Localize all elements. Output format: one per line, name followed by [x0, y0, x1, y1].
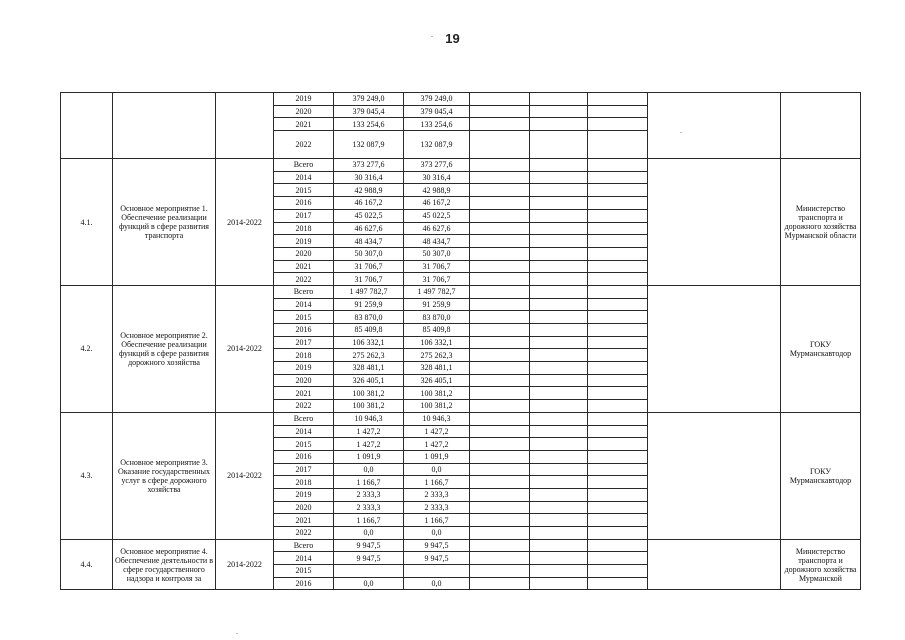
funding-col-4-cell [530, 171, 588, 184]
total-amount-cell: 0,0 [334, 527, 404, 540]
funding-col-5-cell [588, 552, 648, 565]
funding-col-3-cell [470, 131, 530, 159]
funding-col-3-cell [470, 374, 530, 387]
funding-col-5-cell [588, 488, 648, 501]
funding-col-5-cell [588, 273, 648, 286]
funding-col-3-cell [470, 298, 530, 311]
total-amount-cell: 373 277,6 [334, 159, 404, 172]
year-cell: 2022 [274, 400, 334, 413]
year-cell: 2022 [274, 273, 334, 286]
regional-budget-cell: 1 166,7 [404, 514, 470, 527]
funding-col-3-cell [470, 539, 530, 552]
funding-col-3-cell [470, 285, 530, 298]
funding-col-4-cell [530, 412, 588, 425]
year-cell: 2021 [274, 260, 334, 273]
funding-col-4-cell [530, 298, 588, 311]
funding-col-5-cell [588, 118, 648, 131]
regional-budget-cell: 2 333,3 [404, 501, 470, 514]
funding-col-3-cell [470, 324, 530, 337]
total-amount-cell: 100 381,2 [334, 387, 404, 400]
total-amount-cell: 1 427,2 [334, 425, 404, 438]
funding-col-4-cell [530, 400, 588, 413]
year-cell: 2017 [274, 209, 334, 222]
funding-col-3-cell [470, 336, 530, 349]
regional-budget-cell: 9 947,5 [404, 552, 470, 565]
total-amount-cell: 2 333,3 [334, 501, 404, 514]
regional-budget-cell: 85 409,8 [404, 324, 470, 337]
funding-col-4-cell [530, 374, 588, 387]
total-amount-cell: 326 405,1 [334, 374, 404, 387]
total-amount-cell: 9 947,5 [334, 552, 404, 565]
year-cell: 2016 [274, 577, 334, 590]
funding-col-4-cell [530, 349, 588, 362]
funding-col-5-cell [588, 285, 648, 298]
regional-budget-cell: 42 988,9 [404, 184, 470, 197]
funding-col-3-cell [470, 565, 530, 578]
year-cell: 2017 [274, 336, 334, 349]
total-amount-cell: 133 254,6 [334, 118, 404, 131]
executor-cell: ГОКУ Мурманскавтодор [781, 412, 861, 539]
funding-col-4-cell [530, 131, 588, 159]
funding-col-4-cell [530, 387, 588, 400]
funding-col-3-cell [470, 476, 530, 489]
regional-budget-cell: 132 087,9 [404, 131, 470, 159]
funding-col-4-cell [530, 324, 588, 337]
funding-col-3-cell [470, 527, 530, 540]
funding-col-3-cell [470, 362, 530, 375]
total-amount-cell: 1 427,2 [334, 438, 404, 451]
funding-col-4-cell [530, 222, 588, 235]
indicator-cell [648, 93, 781, 159]
year-cell: 2018 [274, 476, 334, 489]
funding-col-5-cell [588, 131, 648, 159]
regional-budget-cell: 133 254,6 [404, 118, 470, 131]
regional-budget-cell: 379 249,0 [404, 93, 470, 106]
regional-budget-cell [404, 565, 470, 578]
funding-col-5-cell [588, 438, 648, 451]
year-cell: 2015 [274, 565, 334, 578]
funding-col-5-cell [588, 362, 648, 375]
year-cell: 2018 [274, 222, 334, 235]
funding-col-4-cell [530, 273, 588, 286]
year-cell: 2020 [274, 374, 334, 387]
funding-col-4-cell [530, 336, 588, 349]
total-amount-cell: 31 706,7 [334, 260, 404, 273]
funding-col-4-cell [530, 527, 588, 540]
item-number-cell: 4.4. [61, 539, 113, 590]
regional-budget-cell: 1 166,7 [404, 476, 470, 489]
activity-name-cell [113, 93, 216, 159]
activity-name-cell: Основное мероприятие 3. Оказание государственных услуг в сфере дорожного хозяйства [113, 412, 216, 539]
total-amount-cell: 10 946,3 [334, 412, 404, 425]
period-cell: 2014-2022 [216, 412, 274, 539]
total-amount-cell: 379 045,4 [334, 105, 404, 118]
year-cell: 2014 [274, 552, 334, 565]
total-amount-cell: 83 870,0 [334, 311, 404, 324]
table-row [61, 93, 861, 106]
funding-col-5-cell [588, 298, 648, 311]
total-amount-cell: 328 481,1 [334, 362, 404, 375]
regional-budget-cell: 0,0 [404, 463, 470, 476]
total-amount-cell: 1 166,7 [334, 514, 404, 527]
year-cell: 2014 [274, 298, 334, 311]
scan-speck [431, 36, 433, 37]
total-amount-cell: 30 316,4 [334, 171, 404, 184]
funding-col-5-cell [588, 501, 648, 514]
table-body [61, 93, 861, 590]
executor-cell: ГОКУ Мурманскавтодор [781, 285, 861, 412]
funding-col-4-cell [530, 118, 588, 131]
total-amount-cell: 31 706,7 [334, 273, 404, 286]
funding-col-5-cell [588, 412, 648, 425]
funding-col-5-cell [588, 93, 648, 106]
total-amount-cell: 106 332,1 [334, 336, 404, 349]
year-cell: 2014 [274, 171, 334, 184]
regional-budget-cell: 275 262,3 [404, 349, 470, 362]
funding-col-5-cell [588, 159, 648, 172]
funding-col-3-cell [470, 577, 530, 590]
year-cell: 2020 [274, 247, 334, 260]
regional-budget-cell: 91 259,9 [404, 298, 470, 311]
year-cell: 2016 [274, 197, 334, 210]
period-cell: 2014-2022 [216, 539, 274, 590]
year-cell: 2015 [274, 311, 334, 324]
total-amount-cell: 85 409,8 [334, 324, 404, 337]
funding-col-4-cell [530, 425, 588, 438]
funding-col-5-cell [588, 463, 648, 476]
regional-budget-cell: 83 870,0 [404, 311, 470, 324]
funding-col-4-cell [530, 565, 588, 578]
funding-col-3-cell [470, 171, 530, 184]
funding-col-4-cell [530, 311, 588, 324]
funding-col-5-cell [588, 400, 648, 413]
funding-col-3-cell [470, 222, 530, 235]
total-amount-cell: 1 497 782,7 [334, 285, 404, 298]
period-cell [216, 93, 274, 159]
regional-budget-cell: 48 434,7 [404, 235, 470, 248]
funding-col-5-cell [588, 476, 648, 489]
item-number-cell [61, 93, 113, 159]
total-amount-cell: 42 988,9 [334, 184, 404, 197]
activity-name-cell: Основное мероприятие 2. Обеспечение реализации функций в сфере развития дорожного хозяйства [113, 285, 216, 412]
year-cell: 2018 [274, 349, 334, 362]
funding-col-4-cell [530, 450, 588, 463]
funding-col-5-cell [588, 577, 648, 590]
funding-col-3-cell [470, 501, 530, 514]
funding-col-3-cell [470, 412, 530, 425]
funding-col-4-cell [530, 159, 588, 172]
regional-budget-cell: 326 405,1 [404, 374, 470, 387]
year-cell: 2019 [274, 93, 334, 106]
scan-speck [236, 633, 238, 634]
funding-col-5-cell [588, 311, 648, 324]
funding-col-5-cell [588, 387, 648, 400]
year-cell: 2020 [274, 501, 334, 514]
funding-col-5-cell [588, 539, 648, 552]
period-cell: 2014-2022 [216, 159, 274, 286]
regional-budget-cell: 30 316,4 [404, 171, 470, 184]
executor-cell [781, 93, 861, 159]
regional-budget-cell: 31 706,7 [404, 273, 470, 286]
funding-col-4-cell [530, 476, 588, 489]
total-amount-cell: 2 333,3 [334, 488, 404, 501]
item-number-cell: 4.1. [61, 159, 113, 286]
funding-col-5-cell [588, 171, 648, 184]
funding-col-3-cell [470, 438, 530, 451]
funding-col-3-cell [470, 488, 530, 501]
regional-budget-cell: 50 307,0 [404, 247, 470, 260]
funding-col-3-cell [470, 400, 530, 413]
funding-col-3-cell [470, 118, 530, 131]
regional-budget-cell: 10 946,3 [404, 412, 470, 425]
funding-col-3-cell [470, 159, 530, 172]
year-cell: 2019 [274, 362, 334, 375]
funding-col-4-cell [530, 539, 588, 552]
funding-col-5-cell [588, 260, 648, 273]
regional-budget-cell: 1 091,9 [404, 450, 470, 463]
year-cell: 2021 [274, 118, 334, 131]
funding-col-5-cell [588, 324, 648, 337]
table-row [61, 285, 861, 298]
funding-col-4-cell [530, 184, 588, 197]
year-cell: 2021 [274, 387, 334, 400]
total-amount-cell: 46 167,2 [334, 197, 404, 210]
funding-col-3-cell [470, 105, 530, 118]
total-amount-cell: 132 087,9 [334, 131, 404, 159]
year-cell: 2016 [274, 324, 334, 337]
year-cell: 2022 [274, 527, 334, 540]
funding-col-5-cell [588, 235, 648, 248]
total-amount-cell: 91 259,9 [334, 298, 404, 311]
funding-col-5-cell [588, 514, 648, 527]
total-amount-cell: 0,0 [334, 577, 404, 590]
total-amount-cell: 9 947,5 [334, 539, 404, 552]
table-row [61, 539, 861, 552]
funding-col-3-cell [470, 209, 530, 222]
total-amount-cell: 45 022,5 [334, 209, 404, 222]
funding-col-5-cell [588, 425, 648, 438]
regional-budget-cell: 100 381,2 [404, 400, 470, 413]
funding-col-4-cell [530, 247, 588, 260]
funding-col-4-cell [530, 488, 588, 501]
funding-col-3-cell [470, 425, 530, 438]
funding-col-3-cell [470, 235, 530, 248]
regional-budget-cell: 1 497 782,7 [404, 285, 470, 298]
year-cell: 2017 [274, 463, 334, 476]
regional-budget-cell: 373 277,6 [404, 159, 470, 172]
funding-col-3-cell [470, 93, 530, 106]
total-amount-cell: 46 627,6 [334, 222, 404, 235]
indicator-cell [648, 412, 781, 539]
regional-budget-cell: 46 627,6 [404, 222, 470, 235]
funding-col-5-cell [588, 184, 648, 197]
funding-col-3-cell [470, 450, 530, 463]
year-cell: Всего [274, 412, 334, 425]
executor-cell: Министерство транспорта и дорожного хозяйства Мурманской [781, 539, 861, 590]
funding-col-4-cell [530, 552, 588, 565]
total-amount-cell: 48 434,7 [334, 235, 404, 248]
funding-col-4-cell [530, 285, 588, 298]
year-cell: 2016 [274, 450, 334, 463]
funding-col-3-cell [470, 184, 530, 197]
funding-col-3-cell [470, 387, 530, 400]
funding-col-4-cell [530, 577, 588, 590]
regional-budget-cell: 328 481,1 [404, 362, 470, 375]
table-row [61, 159, 861, 172]
funding-col-4-cell [530, 209, 588, 222]
total-amount-cell: 1 091,9 [334, 450, 404, 463]
year-cell: 2014 [274, 425, 334, 438]
total-amount-cell: 275 262,3 [334, 349, 404, 362]
year-cell: 2015 [274, 438, 334, 451]
total-amount-cell: 50 307,0 [334, 247, 404, 260]
funding-col-3-cell [470, 260, 530, 273]
total-amount-cell: 379 249,0 [334, 93, 404, 106]
year-cell: Всего [274, 285, 334, 298]
funding-col-3-cell [470, 311, 530, 324]
funding-col-5-cell [588, 374, 648, 387]
total-amount-cell [334, 565, 404, 578]
funding-col-5-cell [588, 209, 648, 222]
year-cell: Всего [274, 539, 334, 552]
funding-col-3-cell [470, 463, 530, 476]
regional-budget-cell: 0,0 [404, 577, 470, 590]
regional-budget-cell: 106 332,1 [404, 336, 470, 349]
funding-col-4-cell [530, 514, 588, 527]
year-cell: 2015 [274, 184, 334, 197]
funding-col-4-cell [530, 362, 588, 375]
funding-col-4-cell [530, 235, 588, 248]
funding-col-4-cell [530, 197, 588, 210]
funding-col-3-cell [470, 349, 530, 362]
year-cell: 2021 [274, 514, 334, 527]
activity-name-cell: Основное мероприятие 4. Обеспечение деятельности в сфере государственного надзора и контроля за [113, 539, 216, 590]
funding-col-5-cell [588, 336, 648, 349]
period-cell: 2014-2022 [216, 285, 274, 412]
funding-col-5-cell [588, 247, 648, 260]
funding-col-3-cell [470, 552, 530, 565]
funding-col-3-cell [470, 273, 530, 286]
program-funding-table [60, 92, 861, 590]
indicator-cell [648, 159, 781, 286]
indicator-cell [648, 539, 781, 590]
regional-budget-cell: 379 045,4 [404, 105, 470, 118]
item-number-cell: 4.3. [61, 412, 113, 539]
funding-col-3-cell [470, 247, 530, 260]
regional-budget-cell: 2 333,3 [404, 488, 470, 501]
executor-cell: Министерство транспорта и дорожного хозяйства Мурманской области [781, 159, 861, 286]
regional-budget-cell: 0,0 [404, 527, 470, 540]
total-amount-cell: 100 381,2 [334, 400, 404, 413]
funding-col-4-cell [530, 105, 588, 118]
page-number: 19 [445, 31, 460, 46]
funding-col-5-cell [588, 197, 648, 210]
total-amount-cell: 1 166,7 [334, 476, 404, 489]
funding-col-5-cell [588, 565, 648, 578]
funding-col-5-cell [588, 222, 648, 235]
funding-col-5-cell [588, 349, 648, 362]
total-amount-cell: 0,0 [334, 463, 404, 476]
table-row [61, 412, 861, 425]
year-cell: 2019 [274, 488, 334, 501]
regional-budget-cell: 1 427,2 [404, 425, 470, 438]
funding-col-4-cell [530, 93, 588, 106]
regional-budget-cell: 31 706,7 [404, 260, 470, 273]
year-cell: 2020 [274, 105, 334, 118]
funding-col-5-cell [588, 105, 648, 118]
regional-budget-cell: 45 022,5 [404, 209, 470, 222]
funding-col-4-cell [530, 463, 588, 476]
regional-budget-cell: 100 381,2 [404, 387, 470, 400]
funding-col-4-cell [530, 438, 588, 451]
indicator-cell [648, 285, 781, 412]
funding-col-5-cell [588, 450, 648, 463]
year-cell: Всего [274, 159, 334, 172]
regional-budget-cell: 46 167,2 [404, 197, 470, 210]
item-number-cell: 4.2. [61, 285, 113, 412]
funding-col-3-cell [470, 514, 530, 527]
year-cell: 2022 [274, 131, 334, 159]
funding-col-4-cell [530, 501, 588, 514]
funding-col-4-cell [530, 260, 588, 273]
funding-col-3-cell [470, 197, 530, 210]
funding-col-5-cell [588, 527, 648, 540]
activity-name-cell: Основное мероприятие 1. Обеспечение реализации функций в сфере развития транспорта [113, 159, 216, 286]
regional-budget-cell: 1 427,2 [404, 438, 470, 451]
regional-budget-cell: 9 947,5 [404, 539, 470, 552]
year-cell: 2019 [274, 235, 334, 248]
